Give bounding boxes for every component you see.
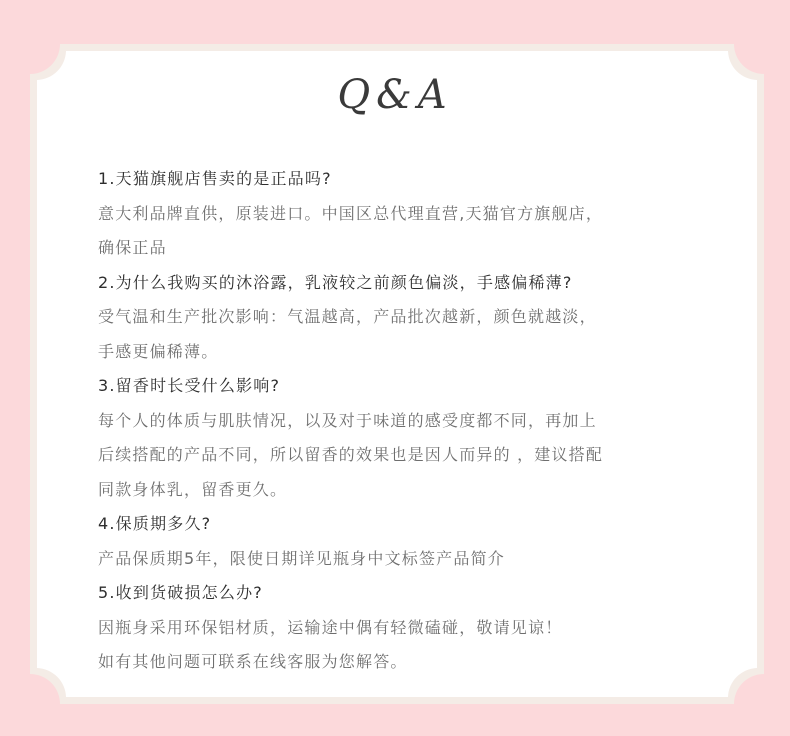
answer-1-line-1: 意大利品牌直供，原装进口。中国区总代理直营,天猫官方旗舰店， [98,203,604,223]
answer-3-line-2: 后续搭配的产品不同，所以留香的效果也是因人而异的 ，建议搭配 [98,445,604,464]
answer-2-line-1: 受气温和生产批次影响：气温越高，产品批次越新，颜色就越淡， [98,307,597,326]
answer-5-line-2: 如有其他问题可联系在线客服为您解答。 [98,652,408,671]
answer-3-line-1: 每个人的体质与肌肤情况，以及对于味道的感受度都不同，再加上 [98,410,597,430]
question-3: 3.留香时长受什么影响? [98,376,281,395]
answer-3-line-3: 同款身体乳，留香更久。 [98,479,288,499]
question-2: 2.为什么我购买的沐浴露，乳液较之前颜色偏淡，手感偏稀薄? [98,272,573,292]
page-title: Q&A [337,72,453,118]
question-1: 1.天猫旗舰店售卖的是正品吗? [98,169,332,188]
answer-5-line-1: 因瓶身采用环保铝材质，运输途中偶有轻微磕碰，敬请见谅！ [98,617,563,637]
qa-list [98,162,718,680]
answer-1-line-2: 确保正品 [98,238,167,257]
question-5: 5.收到货破损怎么办? [98,583,263,602]
answer-2-line-2: 手感更偏稀薄。 [98,341,219,361]
question-4: 4.保质期多久? [98,514,212,533]
answer-4-line-1: 产品保质期5年，限使日期详见瓶身中文标签产品简介 [98,548,505,568]
